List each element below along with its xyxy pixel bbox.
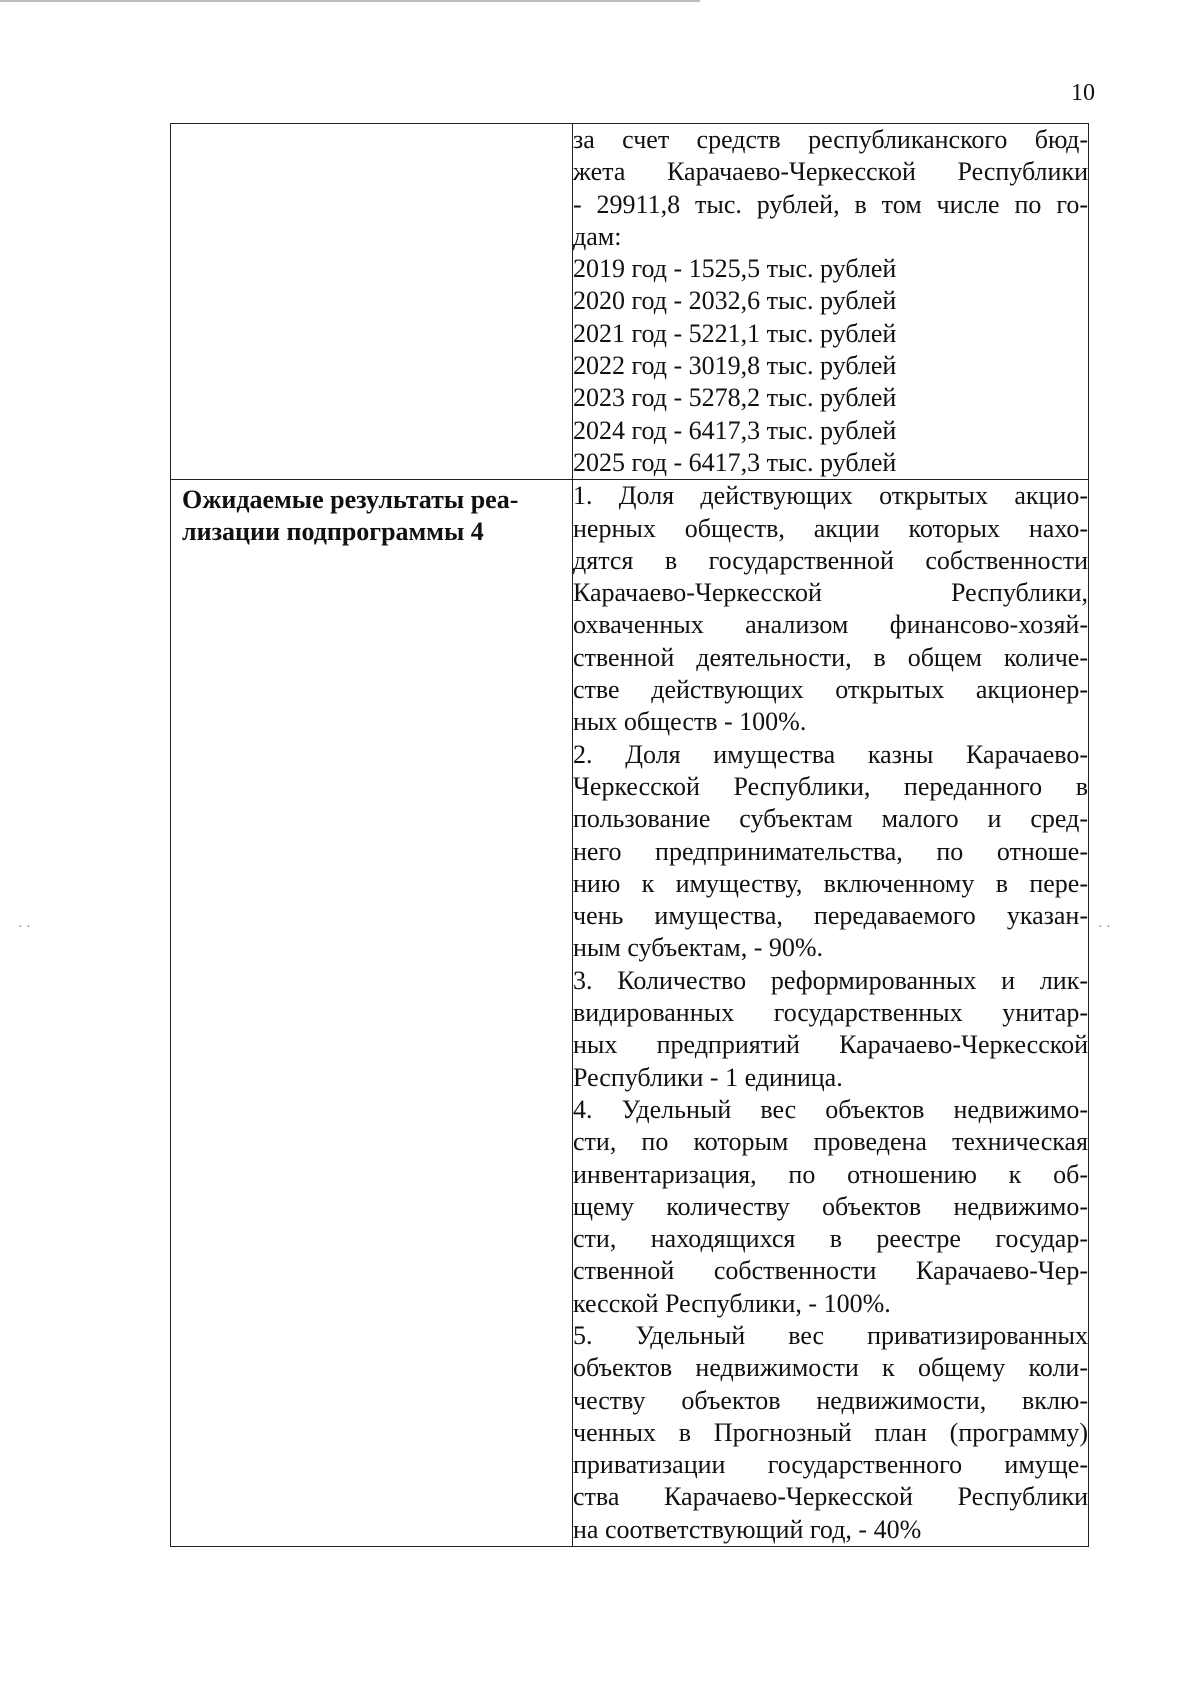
results-text-line: честву объектов недвижимости, вклю-: [573, 1385, 1088, 1415]
results-text-line: Карачаево-Черкесской Республики,: [573, 578, 1088, 608]
funding-text-line: 2024 год - 6417,3 тыс. рублей: [573, 415, 897, 445]
funding-text-line: 2021 год - 5221,1 тыс. рублей: [573, 318, 897, 348]
results-text-line: 2. Доля имущества казны Карачаево-: [573, 739, 1088, 769]
results-right-cell: [573, 480, 1089, 1547]
scan-speck-right: · ·: [1098, 920, 1111, 935]
results-text-line: на соответствующий год, - 40%: [573, 1514, 922, 1544]
results-text-line: видированных государственных унитар-: [573, 998, 1088, 1028]
results-text-line: инвентаризация, по отношению к об-: [573, 1159, 1088, 1189]
results-text-line: 1. Доля действующих открытых акцио-: [573, 481, 1088, 511]
results-text-line: ных предприятий Карачаево-Черкесской: [573, 1030, 1088, 1060]
funding-text-line: - 29911,8 тыс. рублей, в том числе по го-: [573, 189, 1088, 219]
funding-left-cell: [171, 124, 573, 480]
funding-text-line: 2025 год - 6417,3 тыс. рублей: [573, 447, 897, 477]
table-row-results: [171, 480, 1089, 1547]
results-text-line: охваченных анализом финансово-хозяй-: [573, 610, 1088, 640]
results-text-line: Республики - 1 единица.: [573, 1062, 843, 1092]
funding-text-line: дам:: [573, 221, 622, 251]
scan-top-edge: [0, 0, 700, 2]
page-number: 10: [1071, 80, 1095, 106]
results-heading: [171, 480, 572, 548]
results-text-line: нию к имуществу, включенному в пере-: [573, 868, 1088, 898]
results-text-line: чень имущества, передаваемого указан-: [573, 901, 1088, 931]
funding-text-line: жета Карачаево-Черкесской Республики: [573, 157, 1088, 187]
results-text-line: ных обществ - 100%.: [573, 707, 807, 737]
results-text-line: ным субъектам, - 90%.: [573, 933, 824, 963]
results-text-line: щему количеству объектов недвижимо-: [573, 1191, 1088, 1221]
table-row-funding: [171, 124, 1089, 480]
results-text-line: приватизации государственного имуще-: [573, 1450, 1088, 1480]
results-text-line: ственной собственности Карачаево-Чер-: [573, 1256, 1088, 1286]
results-text-line: кесской Республики, - 100%.: [573, 1288, 891, 1318]
results-heading-line-1: Ожидаемые результаты реа-: [182, 485, 519, 515]
results-text-line: сти, по которым проведена техническая: [573, 1127, 1088, 1157]
results-text: [573, 480, 1088, 1546]
funding-text-line: 2020 год - 2032,6 тыс. рублей: [573, 286, 897, 316]
passport-table: [170, 123, 1089, 1547]
results-text-line: ченных в Прогнозный план (программу): [573, 1417, 1088, 1447]
funding-text-line: 2019 год - 1525,5 тыс. рублей: [573, 254, 897, 284]
funding-text: [573, 124, 1088, 479]
results-text-line: ственной деятельности, в общем количе-: [573, 642, 1088, 672]
funding-text-line: 2023 год - 5278,2 тыс. рублей: [573, 383, 897, 413]
results-text-line: нерных обществ, акции которых нахо-: [573, 513, 1088, 543]
results-text-line: объектов недвижимости к общему коли-: [573, 1353, 1088, 1383]
results-text-line: ства Карачаево-Черкесской Республики: [573, 1482, 1088, 1512]
scan-speck-left: · ·: [18, 920, 31, 935]
results-text-line: стве действующих открытых акционер-: [573, 675, 1088, 705]
funding-text-line: 2022 год - 3019,8 тыс. рублей: [573, 351, 897, 381]
results-text-line: него предпринимательства, по отноше-: [573, 836, 1088, 866]
results-text-line: пользование субъектам малого и сред-: [573, 804, 1088, 834]
results-text-line: сти, находящихся в реестре государ-: [573, 1224, 1088, 1254]
results-left-cell: [171, 480, 573, 1547]
results-text-line: дятся в государственной собственности: [573, 545, 1088, 575]
results-text-line: Черкесской Республики, переданного в: [573, 771, 1088, 801]
results-text-line: 3. Количество реформированных и лик-: [573, 965, 1088, 995]
funding-left-label: [171, 124, 572, 128]
results-text-line: 5. Удельный вес приватизированных: [573, 1320, 1088, 1350]
funding-text-line: за счет средств республиканского бюд-: [573, 125, 1088, 154]
results-heading-line-2: лизации подпрограммы 4: [182, 517, 484, 547]
funding-right-cell: [573, 124, 1089, 480]
results-text-line: 4. Удельный вес объектов недвижимо-: [573, 1094, 1088, 1124]
